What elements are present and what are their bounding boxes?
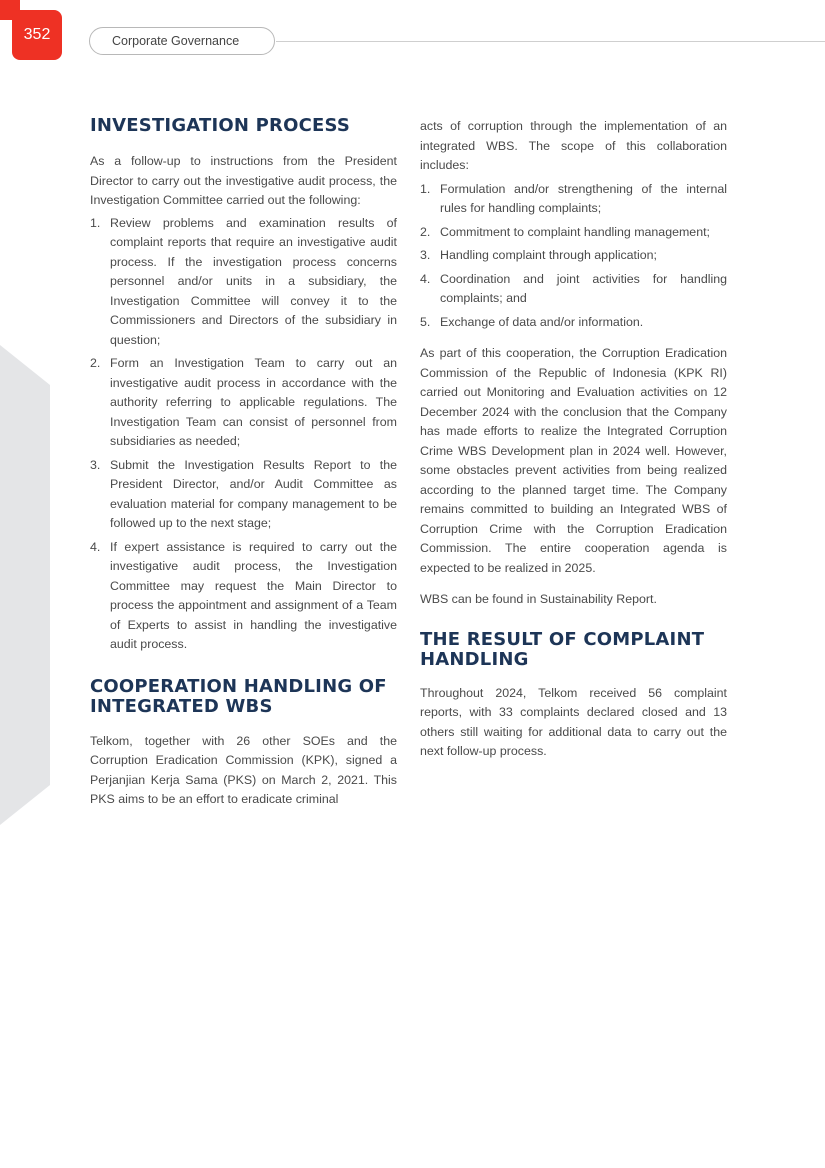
list-item-text: Review problems and examination results of complaint reports that require an investigative audit process. If the investigation process concerns personnel and/or units in a subsidiary, the Investigation Committee will convey it to the Commissioners and Directors of the subsidiary in question; [110,215,397,347]
result-paragraph: Throughout 2024, Telkom received 56 complaint reports, with 33 complaints declared closed and 13 others still waiting for additional data to carry out the next follow-up process. [420,685,727,758]
list-item [90,214,397,351]
cooperation-heading: COOPERATION HANDLING OF INTEGRATED WBS [90,675,387,717]
list-item [420,180,727,219]
list-item-number: 3. [90,457,101,472]
list-item [90,456,397,534]
list-item-number: 4. [90,539,101,554]
left-column [90,116,397,810]
list-item-text: Submit the Investigation Results Report to the President Director, and/or Audit Committee as evaluation material for company management to be followed up to the next stage; [110,457,397,530]
result-heading: THE RESULT OF COMPLAINT HANDLING [420,628,705,670]
list-item [420,270,727,309]
list-item-text: Handling complaint through application; [440,248,657,262]
cooperation-paragraph-1: Telkom, together with 26 other SOEs and the Corruption Eradication Commission (KPK), signed a Perjanjian Kerja Sama (PKS) on March 2, 2021. This PKS aims to be an effort to eradicate criminal [90,733,397,806]
list-item [420,246,727,266]
list-item [420,223,727,243]
investigation-heading: INVESTIGATION PROCESS [90,115,351,136]
header-divider [276,41,825,42]
list-item-text: Exchange of data and/or information. [440,314,644,329]
list-item-number: 4. [420,271,431,286]
list-item-text: Formulation and/or strengthening of the internal rules for handling complaints; [440,181,727,215]
cooperation-paragraph-3: WBS can be found in Sustainability Report. [420,592,657,606]
list-item-number: 2. [90,356,101,370]
decorative-side-shape [0,345,50,825]
cooperation-paragraph-2: As part of this cooperation, the Corruption Eradication Commission of the Republic of Indonesia (KPK RI) carried out Monitoring and Evaluation activities on 12 December 2024 with the conclusion that the Company has made efforts to realize the Integrated Corruption Crime WBS Development plan in 2024 well. However, some obstacles prevent activities from being realized according to the planned target time. The Company remains committed to building an Integrated WBS of Corruption Crime with the Corruption Eradication Commission. The entire cooperation agenda is expected to be realized in 2025. [420,346,727,575]
list-item-text: Form an Investigation Team to carry out an investigative audit process in accordance with the authority referring to applicable regulations. The Investigation Team can consist of personnel from subsidiaries as needed; [110,356,397,448]
list-item-text: Commitment to complaint handling management; [440,224,710,239]
cooperation-scope-list [420,180,727,333]
list-item-text: Coordination and joint activities for handling complaints; and [440,271,727,305]
list-item [90,538,397,655]
cooperation-paragraph-1-continued: acts of corruption through the implementation of an integrated WBS. The scope of this collaboration includes: [420,119,727,172]
list-item-number: 5. [420,314,431,329]
investigation-list [90,214,397,655]
list-item [420,313,727,333]
list-item-number: 2. [420,224,431,239]
page-number-badge: 352 [12,10,62,60]
section-label: Corporate Governance [89,27,275,55]
list-item-number: 1. [420,181,431,196]
investigation-intro: As a follow-up to instructions from the President Director to carry out the investigative audit process, the Investigation Committee carried out the following: [90,154,397,207]
list-item [90,354,397,452]
list-item-number: 1. [90,215,101,230]
list-item-text: If expert assistance is required to carry out the investigative audit process, the Investigation Committee may request the Main Director to process the appointment and assignment of a Team of Experts to assist in handling the investigative audit process. [110,539,397,651]
list-item-number: 3. [420,248,431,262]
right-column [420,117,727,762]
